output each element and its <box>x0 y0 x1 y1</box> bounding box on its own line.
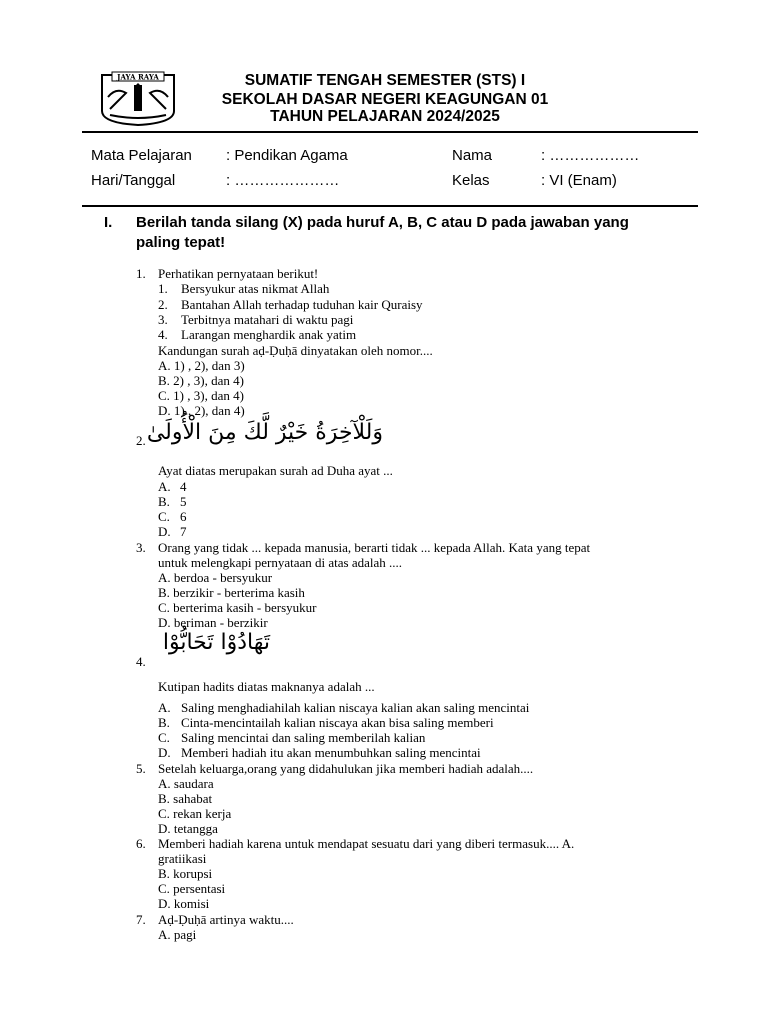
q2-option-text: 5 <box>180 494 187 509</box>
q4-option-text: Cinta-mencintailah kalian niscaya akan bisa saling memberi <box>181 715 494 730</box>
q1-stem: Kandungan surah aḍ-Ḍuḥā dinyatakan oleh nomor.... <box>158 343 433 358</box>
q4-number: 4. <box>136 654 146 669</box>
q2-arabic-verse: وَلَلْآخِرَةُ خَيْرٌ لَّكَ مِنَ الْأُولَىٰ <box>146 420 383 445</box>
q4-arabic-hadith: تَهَادُوْا تَحَابُّوْا <box>162 630 270 655</box>
q3-option-c: C. berterima kasih - bersyukur <box>158 600 317 615</box>
q4-stem: Kutipan hadits diatas maknanya adalah ... <box>158 679 375 694</box>
q2-option-label: D. <box>158 524 171 539</box>
q5-option-c: C. rekan kerja <box>158 806 232 821</box>
q3-option-d: D. beriman - berzikir <box>158 615 268 630</box>
q4-option-label: C. <box>158 730 170 745</box>
q4-option-text: Memberi hadiah itu akan menumbuhkan saling mencintai <box>181 745 481 760</box>
header-title-2: SEKOLAH DASAR NEGERI KEAGUNGAN 01 <box>221 91 549 108</box>
class-value: : VI (Enam) <box>541 172 617 189</box>
date-label: Hari/Tanggal <box>91 172 176 189</box>
header-title-1: SUMATIF TENGAH SEMESTER (STS) I <box>244 72 526 89</box>
q2-option-text: 6 <box>180 509 187 524</box>
q1-option-d: D. 1) , 2), dan 4) <box>158 403 245 418</box>
q1-item-num: 3. <box>158 312 168 327</box>
q4-option-text: Saling menghadiahilah kalian niscaya kalian akan saling mencintai <box>181 700 530 715</box>
q1-item-num: 4. <box>158 327 168 342</box>
class-label: Kelas <box>452 172 490 189</box>
header-title-3: TAHUN PELAJARAN 2024/2025 <box>270 108 500 125</box>
q4-option-label: D. <box>158 745 171 760</box>
name-value: : ……………… <box>541 147 640 164</box>
q6-stem-line2: gratiikasi <box>158 851 207 866</box>
q2-option-label: B. <box>158 494 170 509</box>
q6-option-b: B. korupsi <box>158 866 213 881</box>
q1-option-b: B. 2) , 3), dan 4) <box>158 373 244 388</box>
date-value: : ………………… <box>226 172 340 189</box>
q1-item-num: 1. <box>158 281 168 296</box>
q5-option-a: A. saudara <box>158 776 214 791</box>
q2-option-text: 7 <box>180 524 187 539</box>
q4-option-label: B. <box>158 715 170 730</box>
q1-item-num: 2. <box>158 297 168 312</box>
header-divider <box>82 131 698 133</box>
q2-option-label: C. <box>158 509 170 524</box>
subject-value: : Pendikan Agama <box>226 147 348 164</box>
q3-option-b: B. berzikir - berterima kasih <box>158 585 305 600</box>
q1-text: Perhatikan pernyataan berikut! <box>158 266 319 281</box>
q5-number: 5. <box>136 761 146 776</box>
q1-item-text: Bersyukur atas nikmat Allah <box>181 281 330 296</box>
q6-stem-line1: Memberi hadiah karena untuk mendapat sesuatu dari yang diberi termasuk.... A. <box>158 836 575 851</box>
q3-stem-line2: untuk melengkapi pernyataan di atas adalah .... <box>158 555 403 570</box>
q1-item-text: Bantahan Allah terhadap tuduhan kair Quraisy <box>181 297 423 312</box>
q1-number: 1. <box>136 266 146 281</box>
q5-stem: Setelah keluarga,orang yang didahulukan jika memberi hadiah adalah.... <box>158 761 534 776</box>
q3-option-a: A. berdoa - bersyukur <box>158 570 273 585</box>
q4-option-text: Saling mencintai dan saling memberilah kalian <box>181 730 426 745</box>
section-number: I. <box>104 214 113 231</box>
q1-item-text: Terbitnya matahari di waktu pagi <box>181 312 354 327</box>
q4-option-label: A. <box>158 700 171 715</box>
name-label: Nama <box>452 147 493 164</box>
q2-number: 2. <box>136 433 146 448</box>
q2-option-text: 4 <box>180 479 187 494</box>
q7-option-a: A. pagi <box>158 927 197 942</box>
q3-stem-line1: Orang yang tidak ... kepada manusia, berarti tidak ... kepada Allah. Kata yang tepat <box>158 540 591 555</box>
q1-option-c: C. 1) , 3), dan 4) <box>158 388 244 403</box>
q1-option-a: A. 1) , 2), dan 3) <box>158 358 245 373</box>
q5-option-d: D. tetangga <box>158 821 218 836</box>
q6-option-c: C. persentasi <box>158 881 226 896</box>
q6-number: 6. <box>136 836 146 851</box>
q7-stem: Aḍ-Ḍuḥā artinya waktu.... <box>158 912 294 927</box>
section-instruction: Berilah tanda silang (X) pada huruf A, B, C atau D pada jawaban yang paling tepat! <box>136 214 629 251</box>
school-logo <box>98 71 178 127</box>
q5-option-b: B. sahabat <box>158 791 213 806</box>
info-divider <box>82 205 698 207</box>
q1-item-text: Larangan menghardik anak yatim <box>181 327 357 342</box>
q3-number: 3. <box>136 540 146 555</box>
q7-number: 7. <box>136 912 146 927</box>
q6-option-d: D. komisi <box>158 896 210 911</box>
q2-stem: Ayat diatas merupakan surah ad Duha ayat ... <box>158 463 393 478</box>
logo-text: JAYA RAYA <box>117 72 159 82</box>
subject-label: Mata Pelajaran <box>91 147 192 164</box>
q2-option-label: A. <box>158 479 171 494</box>
